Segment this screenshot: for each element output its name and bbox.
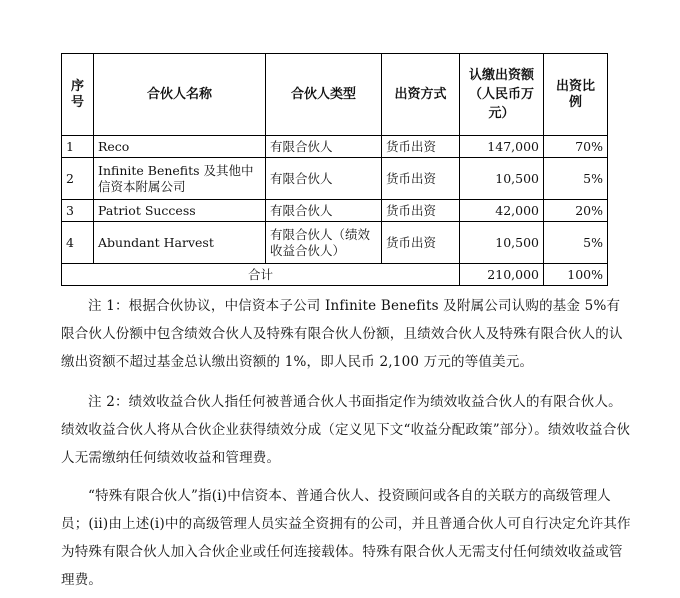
total-label: 合计 [62, 264, 460, 286]
header-type: 合伙人类型 [266, 54, 382, 136]
total-amount: 210,000 [460, 264, 544, 286]
header-name: 合伙人名称 [94, 54, 266, 136]
cell-name: Patriot Success [94, 200, 266, 222]
cell-amount: 42,000 [460, 200, 544, 222]
note-1-text: 注 1：根据合伙协议，中信资本子公司 Infinite Benefits 及附属公司认购的基金 5%有限合伙人份额中包含绩效合伙人及特殊有限合伙人份额，且绩效合伙人及特殊有限合伙人的认缴出资额不超过基金总认缴出资额的 1%，即人民币 2,100 万元的等值美元。 [61, 298, 623, 370]
header-amount: 认缴出资额（人民币万元） [460, 54, 544, 136]
cell-type: 有限合伙人 [266, 136, 382, 158]
cell-type: 有限合伙人 [266, 200, 382, 222]
cell-no: 3 [62, 200, 94, 222]
table-row [62, 222, 608, 264]
note-2 [61, 388, 633, 472]
total-ratio: 100% [544, 264, 608, 286]
note-3 [61, 482, 633, 594]
cell-method: 货币出资 [382, 158, 460, 200]
partners-table [61, 53, 608, 286]
header-ratio: 出资比例 [544, 54, 608, 136]
cell-ratio: 20% [544, 200, 608, 222]
table-row [62, 200, 608, 222]
cell-no: 2 [62, 158, 94, 200]
cell-method: 货币出资 [382, 136, 460, 158]
cell-amount: 10,500 [460, 222, 544, 264]
cell-name: Infinite Benefits 及其他中信资本附属公司 [94, 158, 266, 200]
cell-method: 货币出资 [382, 222, 460, 264]
table-row [62, 136, 608, 158]
cell-amount: 10,500 [460, 158, 544, 200]
cell-no: 1 [62, 136, 94, 158]
note-2-text: 注 2：绩效收益合伙人指任何被普通合伙人书面指定作为绩效收益合伙人的有限合伙人。绩效收益合伙人将从合伙企业获得绩效分成（定义见下文“收益分配政策”部分）。绩效收益合伙人无需缴纳任何绩效收益和管理费。 [61, 394, 631, 466]
note-3-text: “特殊有限合伙人”指(i)中信资本、普通合伙人、投资顾问或各自的关联方的高级管理人员；(ii)由上述(i)中的高级管理人员实益全资拥有的公司，并且普通合伙人可自行决定允许其作为特殊有限合伙人加入合伙企业或任何连接载体。特殊有限合伙人无需支付任何绩效收益或管理费。 [61, 488, 631, 588]
cell-amount: 147,000 [460, 136, 544, 158]
cell-ratio: 70% [544, 136, 608, 158]
cell-type: 有限合伙人 [266, 158, 382, 200]
cell-ratio: 5% [544, 158, 608, 200]
table-total-row [62, 264, 608, 286]
cell-name: Abundant Harvest [94, 222, 266, 264]
cell-ratio: 5% [544, 222, 608, 264]
table-row [62, 158, 608, 200]
header-no: 序号 [62, 54, 94, 136]
table-header-row [62, 54, 608, 136]
cell-type: 有限合伙人（绩效收益合伙人） [266, 222, 382, 264]
cell-method: 货币出资 [382, 200, 460, 222]
cell-no: 4 [62, 222, 94, 264]
note-1 [61, 292, 633, 376]
cell-name: Reco [94, 136, 266, 158]
header-method: 出资方式 [382, 54, 460, 136]
